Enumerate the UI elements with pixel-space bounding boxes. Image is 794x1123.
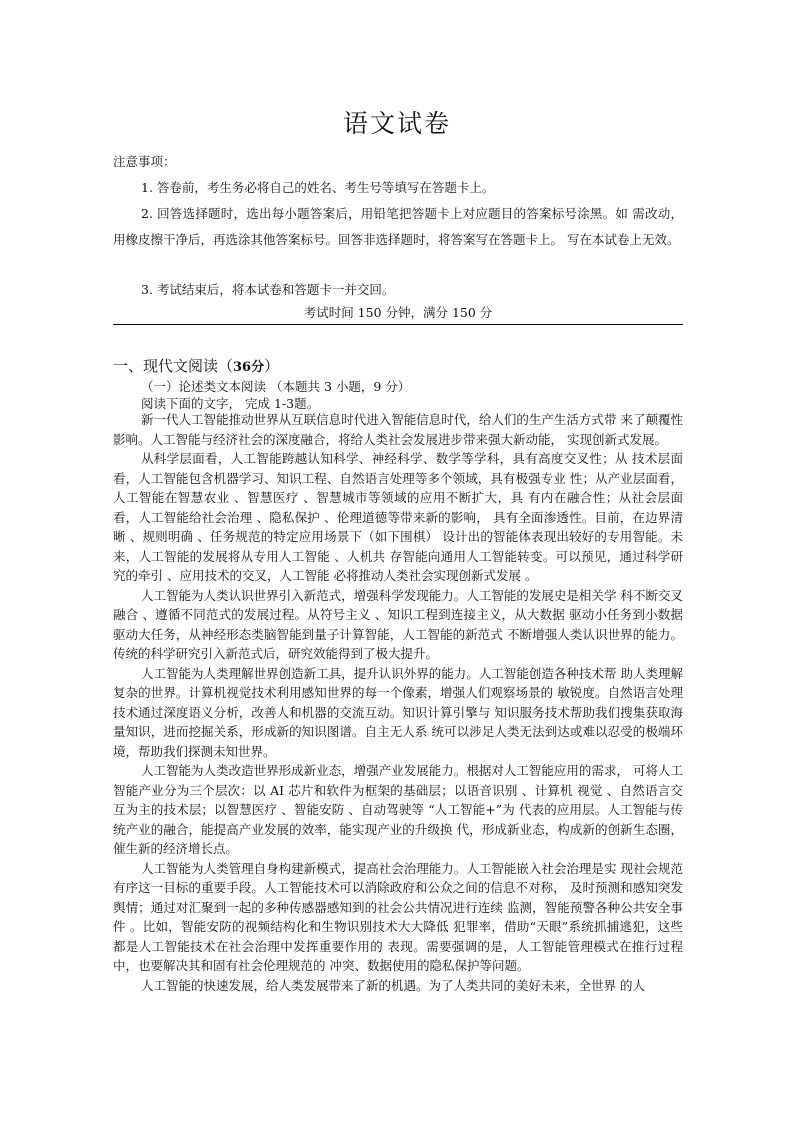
passage-paragraph-3: 人工智能为人类认识世界引入新范式，增强科学发现能力。人工智能的发展史是相关学 科不断交叉融合 、遵循不同范式的发展过程。从符号主义 、知识工程到连接主义，从大数据 驱动小任务到小数据驱动大任务，从神经形态类脑智能到量子计算智能，人工智能的新范式 不断增强人类认识世界的能力。传统的科学研究引入新范式后，研究效能得到了极大提升。 — [113, 587, 683, 661]
section-heading-prefix: 一、现代文阅读（ — [113, 357, 234, 375]
section-heading-suffix: ） — [264, 357, 280, 375]
notice-item-1: 1. 答卷前，考生务必将自己的姓名、考生号等填写在答题卡上。 — [141, 180, 495, 195]
passage-paragraph-7: 人工智能的快速发展，给人类发展带来了新的机遇。为了人类共同的美好未来，全世界 的人 — [141, 977, 645, 993]
passage-paragraph-2: 从科学层面看，人工智能跨越认知科学、神经科学、数学等学科，具有高度交叉性；从 技术层面看，人工智能包含机器学习、知识工程、自然语言处理等多个领域，具有极强专业 性；从产业层面看，人工智能在智慧农业 、智慧医疗 、智慧城市等领域的应用不断扩大，具 有内在融合性；从社会层面看，人工智能给社会治理 、隐私保护 、伦理道德等带来新的影响， 具有全面渗透性。目前，在边界清晰 、规则明确 、任务规范的特定应用场景下（如下围棋） 设计出的智能体表现出较好的专用智能。未来，人工智能的发展将从专用人工智能 、人机共 存智能向通用人工智能转变。可以预见，通过科学研究的牵引 、应用技术的交叉，人工智能 必将推动人类社会实现创新式发展 。 — [113, 451, 683, 583]
passage-paragraph-1: 新一代人工智能推动世界从互联信息时代进入智能信息时代，给人们的生产生活方式带 来了颠覆性影响。人工智能与经济社会的深度融合，将给人类社会发展进步带来强大新动能， 实现创新式发展。 — [113, 412, 683, 447]
notice-item-2: 2. 回答选择题时，选出每小题答案后，用铅笔把答题卡上对应题目的答案标号涂黑。如 需改动，用橡皮擦干净后，再选涂其他答案标号。回答非选择题时，将答案写在答题卡上。 写在本试卷上无效。 — [113, 206, 683, 247]
page-title: 语文试卷 — [342, 109, 451, 138]
notice-item — [113, 277, 683, 303]
passage-paragraph-6: 人工智能为人类管理自身构建新模式，提高社会治理能力。人工智能嵌入社会治理是实 现社会规范有序这一目标的重要手段。人工智能技术可以消除政府和公众之间的信息不对称， 及时预测和感知突发舆情；通过对汇聚到一起的多种传感器感知到的社会公共情况进行连续 监测，智能预警各种公共安全事件 。比如，智能安防的视频结构化和生物识别技术大大降低 犯罪率，借助“天眼”系统抓捕逃犯，这些都是人工智能技术在社会治理中发挥重要作用的 表现。需要强调的是，人工智能管理模式在推行过程中，也要解决其和固有社会伦理规范的 冲突、数据使用的隐私保护等问题。 — [113, 860, 683, 973]
section-heading — [113, 355, 279, 376]
section-score: 36分 — [233, 360, 265, 375]
sub-section-heading: （一）论述类文本阅读 （本题共 3 小题，9 分） — [141, 379, 411, 394]
reading-passage — [113, 410, 683, 995]
divider-line — [113, 324, 683, 325]
notice-item — [113, 175, 683, 201]
passage-paragraph-4: 人工智能为人类理解世界创造新工具，提升认识外界的能力。人工智能创造各种技术帮 助人类理解复杂的世界。计算机视觉技术利用感知世界的每一个像素，增强人们观察场景的 敏锐度。自然语言处理技术通过深度语义分析，改善人和机器的交流互动。知识计算引擎与 知识服务技术帮助我们搜集获取海量知识，进而挖掘关系，形成新的知识图谱。自主无人系 统可以涉足人类无法到达或难以忍受的极端环境，帮助我们探测未知世界。 — [113, 665, 683, 759]
notice-heading: 注意事项： — [113, 154, 176, 169]
notice-item — [113, 201, 683, 253]
exam-info: 考试时间 150 分钟，满分 150 分 — [303, 305, 493, 320]
reading-instruction: 阅读下面的文字， 完成 1-3题。 — [141, 396, 320, 411]
notice-item-3: 3. 考试结束后，将本试卷和答题卡一并交回。 — [141, 282, 395, 297]
passage-paragraph-5: 人工智能为人类改造世界形成新业态，增强产业发展能力。根据对人工智能应用的需求， 可将人工智能产业分为三个层次：以 AI 芯片和软件为框架的基础层；以语音识别 、计算机 视觉 、自然语言交互为主的技术层；以智慧医疗 、智能安防 、自动驾驶等 “人工智能+”为 代表的应用层。人工智能与传统产业的融合，能提高产业发展的效率，能实现产业的升级换 代，形成新业态，构成新的创新生态圈，催生新的经济增长点。 — [113, 763, 683, 856]
